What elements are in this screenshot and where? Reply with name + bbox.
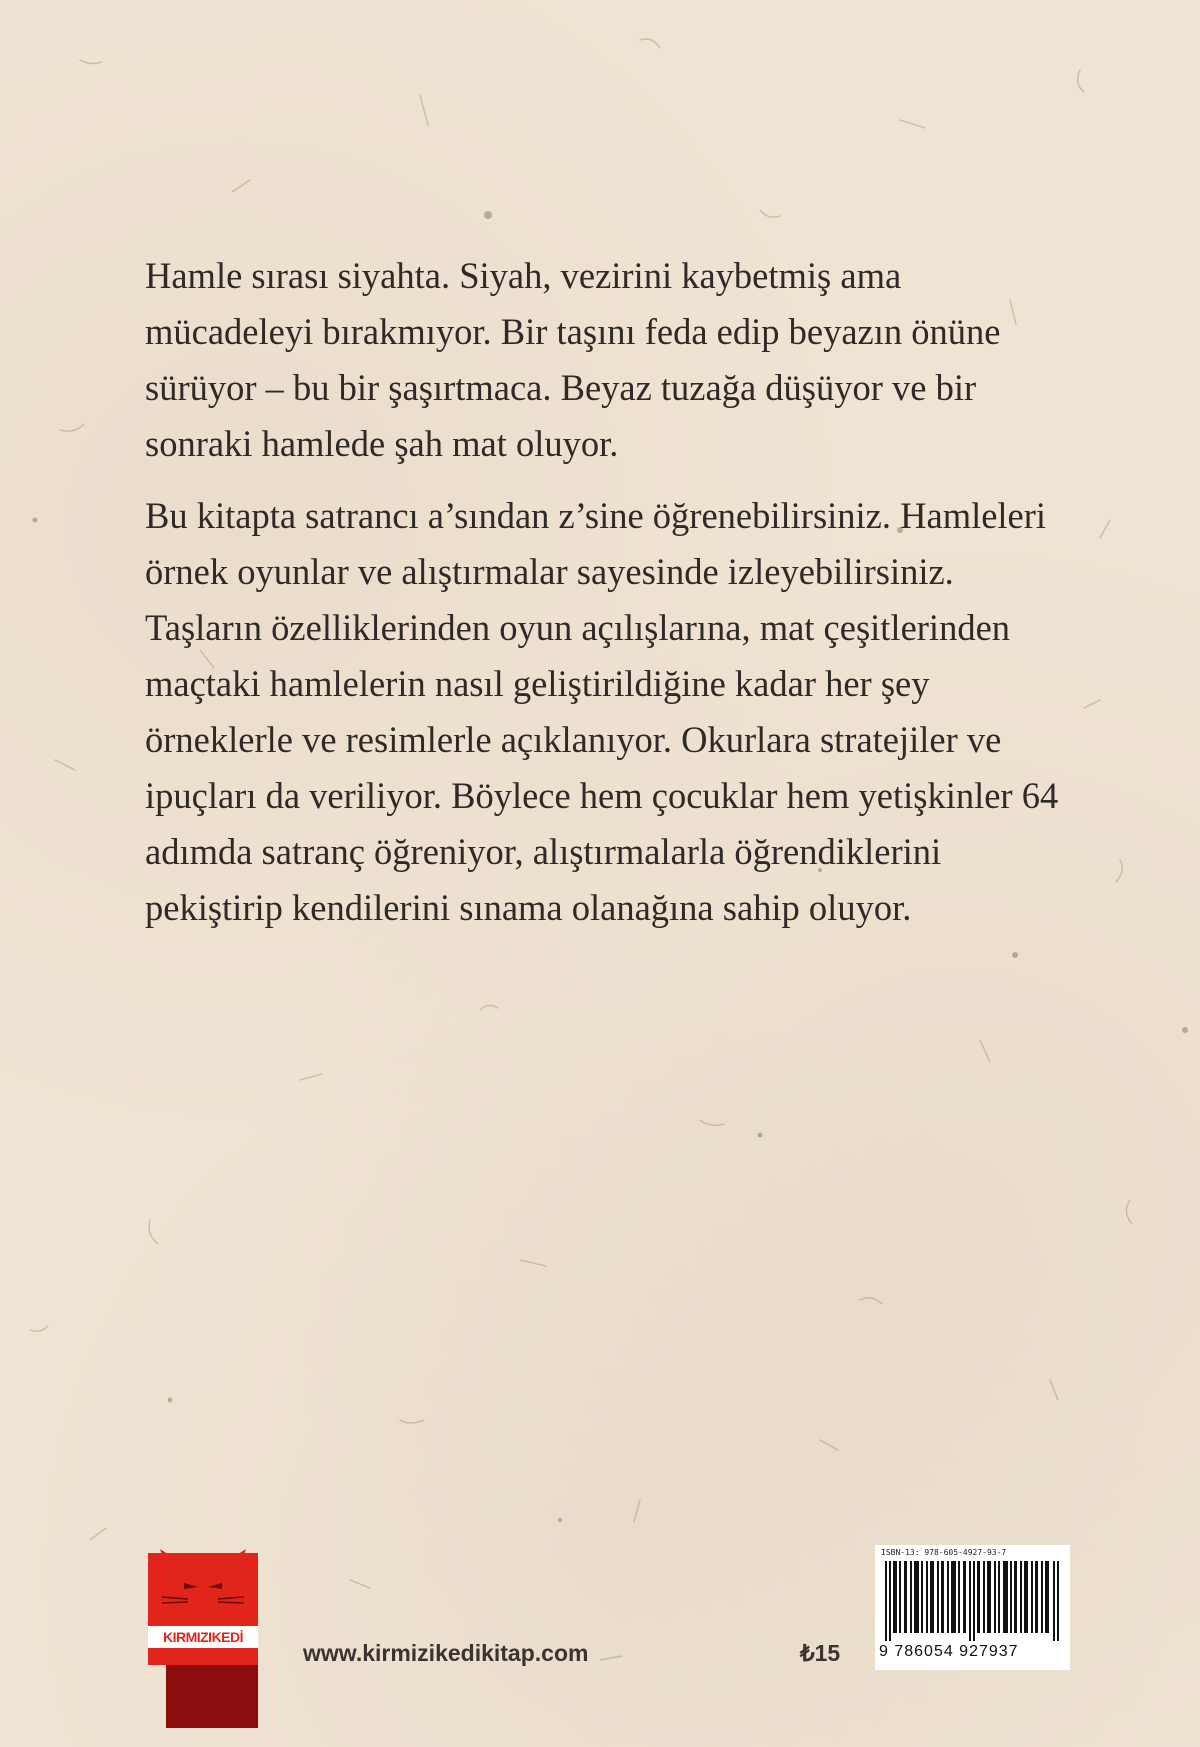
barcode-digits: 9 786054 927937	[879, 1643, 1019, 1660]
logo-red-block	[148, 1553, 258, 1665]
price-label: ₺15	[800, 1640, 841, 1666]
logo-dark-block	[166, 1665, 258, 1728]
publisher-website: www.kirmizikedikitap.com	[303, 1640, 589, 1666]
publisher-logo-text: KIRMIZIKEDİ	[148, 1626, 258, 1648]
blurb-paragraph-2: Bu kitapta satrancı a’sından z’sine öğrenebilirsiniz. Hamleleri örnek oyunlar ve alıştırmalar sayesinde izleyebilirsiniz. Taşların özelliklerinden oyun açılışlarına, mat çeşitlerinden maçtaki hamlelerin nasıl geliştirildiğine kadar her şey örneklerle ve resimlerle açıklanıyor. Okurlara stratejiler ve ipuçları da veriliyor. Böylece hem çocuklar hem yetişkinler 64 adımda satranç öğreniyor, alıştırmalarla öğrendiklerini pekiştirip kendilerini sınama olanağına sahip oluyor.	[145, 495, 1059, 928]
cat-icon	[158, 1549, 248, 1615]
blurb-paragraph-1: Hamle sırası siyahta. Siyah, vezirini kaybetmiş ama mücadeleyi bırakmıyor. Bir taşını feda edip beyazın önüne sürüyor – bu bir şaşırtmaca. Beyaz tuzağa düşüyor ve bir sonraki hamlede şah mat oluyor.	[145, 255, 1001, 464]
isbn-label: ISBN-13: 978-605-4927-93-7	[881, 1548, 1007, 1557]
publisher-logo	[148, 1553, 268, 1733]
barcode-bars	[885, 1561, 1061, 1641]
isbn-barcode	[875, 1545, 1070, 1670]
back-cover-blurb	[145, 248, 1075, 936]
